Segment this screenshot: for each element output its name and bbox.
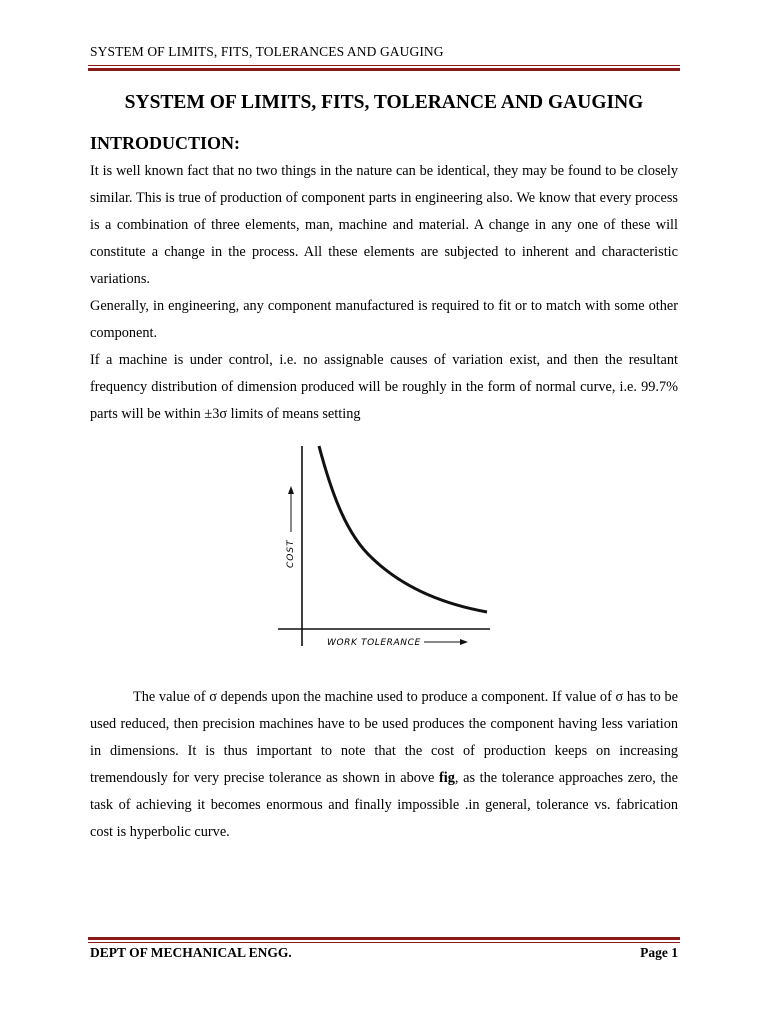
- paragraph-1: It is well known fact that no two things in the nature can be identical, they may be found to be closely similar. This is true of production of component parts in engineering also. We know that every process is a combination of three elements, man, machine and material. A change in any one of these will constitute a change in the process. All these elements are subjected to inherent and characteristic variations.: [90, 163, 678, 287]
- section-heading: INTRODUCTION:: [90, 133, 241, 153]
- paragraph-4: [90, 684, 678, 846]
- y-axis-label: COST: [286, 539, 296, 568]
- paragraph-3: If a machine is under control, i.e. no assignable causes of variation exist, and then the resultant frequency distribution of dimension produced will be roughly in the form of normal curve, i.e. 99.7% parts will be within ±3σ limits of means setting: [90, 352, 678, 422]
- footer-department: DEPT OF MECHANICAL ENGG.: [90, 945, 292, 960]
- paragraph-4-text: The value of σ depends upon the machine used to produce a component. If value of σ has to be used reduced, then precision machines have to be used produces the component having less variation in dimensions. It is thus important to note that the cost of production keeps on increasing tremendously for very precise tolerance as shown in above: [90, 689, 678, 786]
- x-axis-label: WORK TOLERANCE: [327, 638, 421, 648]
- cost-vs-tolerance-figure: [272, 440, 502, 652]
- footer-rule-thick: [88, 937, 680, 940]
- running-header: SYSTEM OF LIMITS, FITS, TOLERANCES AND GAUGING: [90, 44, 444, 59]
- header-rule-thin: [88, 65, 680, 66]
- explanation-text-block: [90, 684, 678, 846]
- intro-text-block: [90, 158, 678, 428]
- y-axis-arrowhead: [288, 486, 294, 494]
- page-number: Page 1: [640, 945, 678, 960]
- footer-rule-thin: [88, 942, 680, 943]
- document-title: SYSTEM OF LIMITS, FITS, TOLERANCE AND GAUGING: [124, 92, 644, 113]
- paragraph-2: Generally, in engineering, any component manufactured is required to fit or to match with some other component.: [90, 298, 678, 341]
- paragraph-4-text-end: , as the tolerance approaches zero, the task of achieving it becomes enormous and finally impossible .in general, tolerance vs. fabrication cost is hyperbolic curve.: [90, 770, 678, 840]
- cost-curve: [319, 446, 487, 612]
- figure-reference: fig: [439, 770, 455, 786]
- header-rule-thick: [88, 68, 680, 71]
- x-axis-arrowhead: [460, 639, 468, 645]
